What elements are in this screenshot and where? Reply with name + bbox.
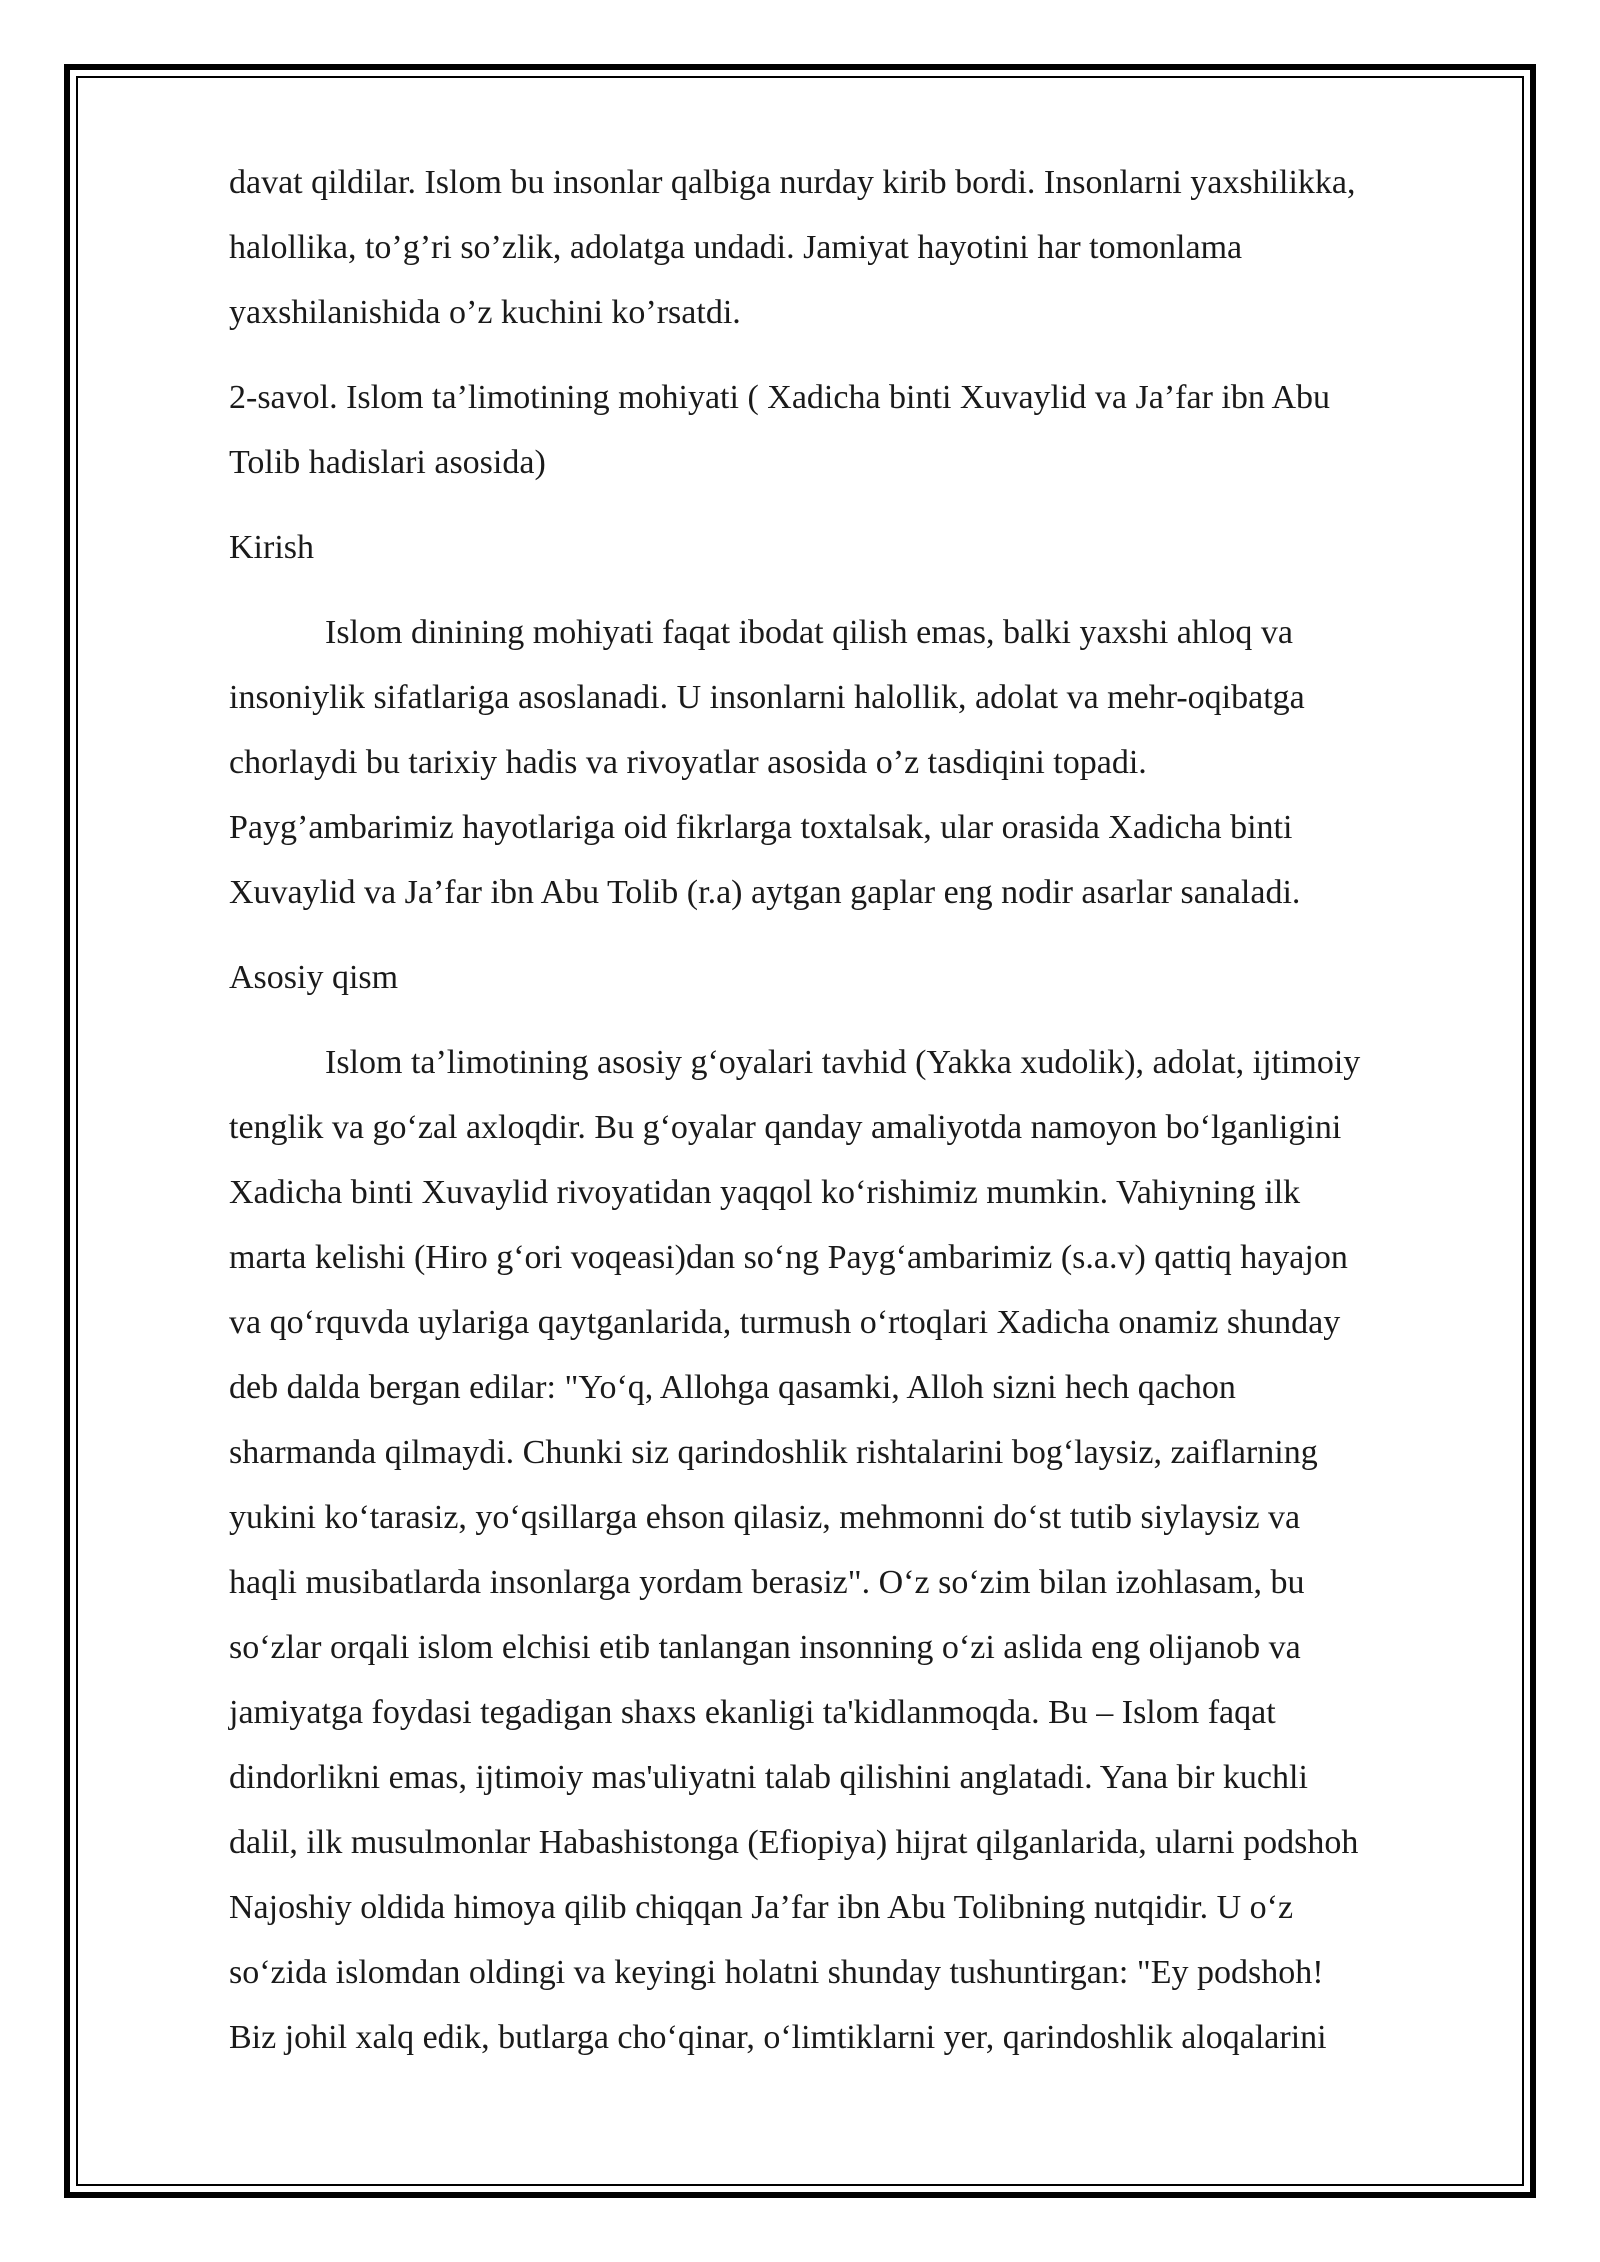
text-line: jamiyatga foydasi tegadigan shaxs ekanligi ta'kidlanmoqda. Bu – Islom faqat — [229, 1694, 1276, 1731]
text-line: Islom ta’limotining asosiy g‘oyalari tavhid (Yakka xudolik), adolat, ijtimoiy — [325, 1044, 1361, 1081]
text-line: dalil, ilk musulmonlar Habashistonga (Efiopiya) hijrat qilganlarida, ularni podshoh — [229, 1824, 1359, 1861]
text-line: sharmanda qilmaydi. Chunki siz qarindoshlik rishtalarini bog‘laysiz, zaiflarning — [229, 1434, 1318, 1471]
text-line: so‘zida islomdan oldingi va keyingi holatni shunday tushuntirgan: "Ey podshoh! — [229, 1954, 1324, 1991]
text-line: Tolib hadislari asosida) — [229, 444, 546, 481]
text-line: haqli musibatlarda insonlarga yordam berasiz". O‘z so‘zim bilan izohlasam, bu — [229, 1564, 1305, 1601]
text-line: Najoshiy oldida himoya qilib chiqqan Ja’far ibn Abu Tolibning nutqidir. U o‘z — [229, 1889, 1294, 1926]
text-line: va qo‘rquvda uylariga qaytganlarida, turmush o‘rtoqlari Xadicha onamiz shunday — [229, 1304, 1341, 1341]
text-line: chorlaydi bu tarixiy hadis va rivoyatlar asosida o’z tasdiqini topadi. — [229, 744, 1147, 781]
asosiy-paragraph — [229, 1030, 1491, 1095]
text-line: tenglik va go‘zal axloqdir. Bu g‘oyalar qanday amaliyotda namoyon bo‘lganligini — [229, 1109, 1342, 1146]
text-line: Xuvaylid va Ja’far ibn Abu Tolib (r.a) aytgan gaplar eng nodir asarlar sanaladi. — [229, 874, 1301, 911]
text-line: 2-savol. Islom ta’limotining mohiyati ( Xadicha binti Xuvaylid va Ja’far ibn Abu — [229, 379, 1331, 416]
intro-paragraph — [229, 150, 1491, 345]
text-line: Xadicha binti Xuvaylid rivoyatidan yaqqol ko‘rishimiz mumkin. Vahiyning ilk — [229, 1174, 1301, 1211]
asosiy-paragraph-cont — [229, 1095, 1491, 2070]
question-heading — [229, 365, 1491, 495]
text-line: Islom dinining mohiyati faqat ibodat qilish emas, balki yaxshi ahloq va — [325, 614, 1293, 651]
text-line: dindorlikni emas, ijtimoiy mas'uliyatni talab qilishini anglatadi. Yana bir kuchli — [229, 1759, 1308, 1796]
kirish-paragraph — [229, 600, 1491, 665]
text-line: davat qildilar. Islom bu insonlar qalbiga nurday kirib bordi. Insonlarni yaxshilikka, — [229, 164, 1356, 201]
text-line: yukini ko‘tarasiz, yo‘qsillarga ehson qilasiz, mehmonni do‘st tutib siylaysiz va — [229, 1499, 1301, 1536]
kirish-paragraph-cont — [229, 665, 1491, 925]
section-heading-kirish: Kirish — [229, 529, 314, 566]
text-line: halollika, to’g’ri so’zlik, adolatga undadi. Jamiyat hayotini har tomonlama — [229, 229, 1243, 266]
text-line: deb dalda bergan edilar: "Yo‘q, Allohga qasamki, Alloh sizni hech qachon — [229, 1369, 1236, 1406]
text-line: marta kelishi (Hiro g‘ori voqeasi)dan so‘ng Payg‘ambarimiz (s.a.v) qattiq hayajon — [229, 1239, 1348, 1276]
text-line: Payg’ambarimiz hayotlariga oid fikrlarga toxtalsak, ular orasida Xadicha binti — [229, 809, 1293, 846]
text-line: Biz johil xalq edik, butlarga cho‘qinar, o‘limtiklarni yer, qarindoshlik aloqalarini — [229, 2019, 1327, 2056]
text-line: insoniylik sifatlariga asoslanadi. U insonlarni halollik, adolat va mehr-oqibatga — [229, 679, 1305, 716]
text-line: so‘zlar orqali islom elchisi etib tanlangan insonning o‘zi aslida eng olijanob va — [229, 1629, 1301, 1666]
document-body — [229, 150, 1491, 2070]
text-line: yaxshilanishida o’z kuchini ko’rsatdi. — [229, 294, 741, 331]
section-heading-asosiy: Asosiy qism — [229, 959, 399, 996]
